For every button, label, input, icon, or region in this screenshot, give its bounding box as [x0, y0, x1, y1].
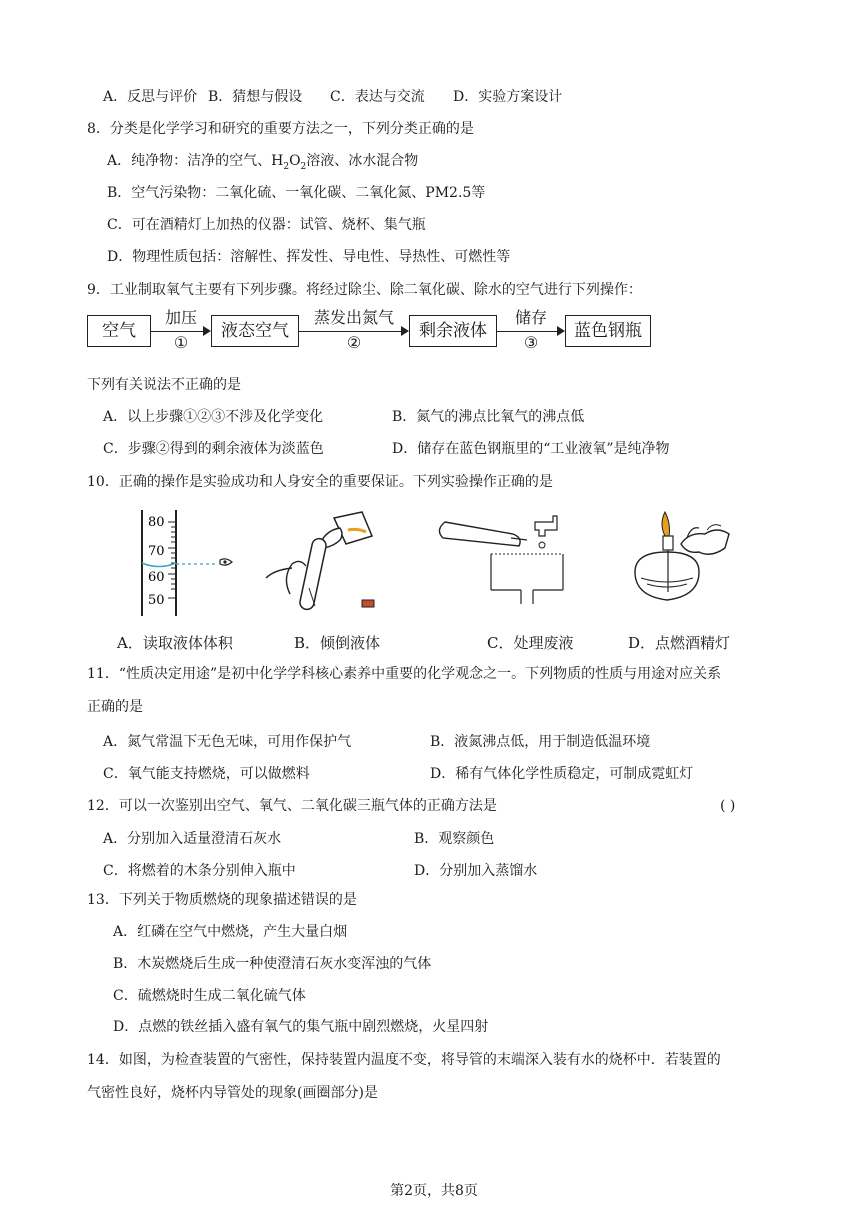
q13-option-c: C．硫燃烧时生成二氧化硫气体 [113, 988, 306, 1004]
q12-option-c: C．将燃着的木条分别伸入瓶中 [103, 863, 296, 879]
q7-option-c: C．表达与交流 [330, 89, 425, 105]
page-footer: 第2页，共8页 [390, 1183, 478, 1199]
q11-stem-line1: 11．“性质决定用途”是初中化学学科核心素养中重要的化学观念之一。下列物质的性质与用途对应关系 [87, 666, 722, 682]
flow-box-liquid-air: 液态空气 [211, 315, 299, 347]
q9-option-b: B．氮气的沸点比氧气的沸点低 [392, 409, 585, 425]
q12-option-b: B．观察颜色 [414, 831, 495, 847]
q10-option-b: B．倾倒液体 [294, 634, 381, 652]
flow-arrow3-step: ③ [523, 333, 539, 352]
flow-arrow1-label: 加压 [164, 308, 197, 327]
q12-stem: 12．可以一次鉴别出空气、氧气、二氧化碳三瓶气体的正确方法是 [87, 798, 497, 814]
q9-process-flow [87, 308, 667, 353]
q13-option-a: A．红磷在空气中燃烧，产生大量白烟 [113, 924, 348, 940]
q11-option-c: C．氧气能支持燃烧，可以做燃料 [103, 766, 310, 782]
q8-option-a-o: O [289, 153, 301, 169]
q9-option-d: D．储存在蓝色钢瓶里的“工业液氧”是纯净物 [392, 441, 670, 457]
q11-option-b: B．液氮沸点低，用于制造低温环境 [430, 734, 651, 750]
q10-option-a: A．读取液体体积 [117, 634, 233, 652]
figure-waste-disposal [435, 508, 570, 618]
cylinder-tick-50: 50 [148, 593, 165, 608]
flow-box-blue-cylinder: 蓝色钢瓶 [565, 315, 651, 347]
q12-option-a: A．分别加入适量澄清石灰水 [103, 831, 282, 847]
q9-option-c: C．步骤②得到的剩余液体为淡蓝色 [103, 441, 324, 457]
q8-option-a-rest: 溶液、冰水混合物 [306, 153, 419, 169]
q14-stem-line1: 14．如图，为检查装置的气密性，保持装置内温度不变，将导管的末端深入装有水的烧杯中．若装置的 [87, 1052, 721, 1068]
q8-sub-2: 2 [300, 161, 307, 172]
flow-box-remaining-liquid: 剩余液体 [409, 315, 497, 347]
flow-arrow1-step: ① [173, 333, 189, 352]
q13-option-b: B．木炭燃烧后生成一种使澄清石灰水变浑浊的气体 [113, 956, 432, 972]
q10-option-d: D．点燃酒精灯 [628, 634, 731, 652]
q11-option-d: D．稀有气体化学性质稳定，可制成霓虹灯 [430, 766, 694, 782]
q10-stem: 10．正确的操作是实验成功和人身安全的重要保证。下列实验操作正确的是 [87, 474, 553, 490]
flow-arrow2-step: ② [346, 333, 362, 352]
flow-arrow2-label: 蒸发出氮气 [313, 308, 394, 327]
q8-option-d: D．物理性质包括：溶解性、挥发性、导电性、导热性、可燃性等 [107, 249, 511, 265]
q9-stem: 9．工业制取氧气主要有下列步骤。将经过除尘、除二氧化碳、除水的空气进行下列操作： [87, 282, 642, 298]
figure-graduated-cylinder [140, 508, 240, 618]
q13-option-d: D．点燃的铁丝插入盛有氧气的集气瓶中剧烈燃烧，火星四射 [113, 1019, 489, 1035]
q8-option-a-text: A．纯净物：洁净的空气、H [107, 153, 284, 169]
flow-arrow2-line [299, 331, 401, 332]
q8-option-b: B．空气污染物：二氧化硫、一氧化碳、二氧化氮、PM2.5等 [107, 185, 486, 201]
flow-arrow3-label: 储存 [514, 308, 547, 327]
q12-option-d: D．分别加入蒸馏水 [414, 863, 538, 879]
q11-option-a: A．氮气常温下无色无味，可用作保护气 [103, 734, 352, 750]
q7-option-b: B．猜想与假设 [208, 89, 303, 105]
q8-sub-1: 2 [283, 161, 290, 172]
flow-arrow1-line [151, 331, 203, 332]
flow-box-air: 空气 [87, 315, 151, 347]
q8-option-a [107, 151, 418, 177]
q12-answer-bracket: ( ) [720, 798, 736, 814]
q14-stem-line2: 气密性良好，烧杯内导管处的现象(画圈部分)是 [87, 1085, 378, 1101]
q10-option-c: C．处理废液 [487, 634, 574, 652]
q11-stem-line2: 正确的是 [87, 699, 143, 715]
q7-option-a: A．反思与评价 [103, 89, 198, 105]
q8-option-c: C．可在酒精灯上加热的仪器：试管、烧杯、集气瓶 [107, 217, 426, 233]
cylinder-tick-70: 70 [148, 544, 165, 559]
figure-alcohol-lamp [625, 508, 735, 618]
q13-stem: 13．下列关于物质燃烧的现象描述错误的是 [87, 892, 357, 908]
q7-option-d: D．实验方案设计 [453, 89, 563, 105]
figure-pouring-liquid [262, 508, 382, 618]
cylinder-tick-80: 80 [148, 515, 165, 530]
q9-question: 下列有关说法不正确的是 [87, 377, 241, 393]
flow-arrow3-line [497, 331, 557, 332]
q9-option-a: A．以上步骤①②③不涉及化学变化 [103, 409, 324, 425]
cylinder-tick-60: 60 [148, 570, 165, 585]
q8-stem: 8．分类是化学学习和研究的重要方法之一，下列分类正确的是 [87, 121, 474, 137]
